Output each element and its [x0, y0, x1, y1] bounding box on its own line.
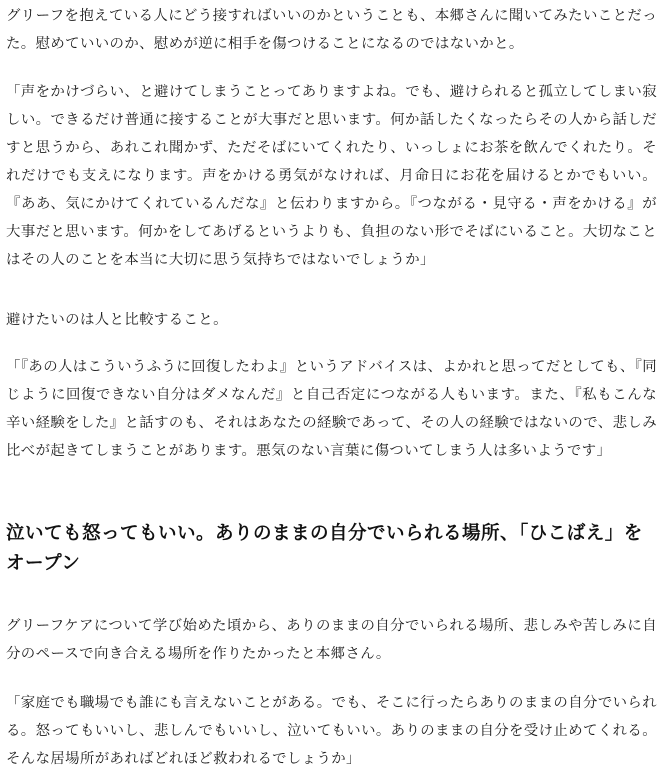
paragraph-avoid-comparison: 避けたいのは人と比較すること。: [6, 312, 228, 328]
paragraph-quote-safe-place: 「家庭でも職場でも誰にも言えないことがある。でも、そこに行ったらありのままの自分でいられる。怒ってもいいし、悲しんでもいいし、泣いてもいい。ありのままの自分を受け止めてくれる。そんな居場所があればどれほど救われるでしょうか」: [6, 695, 657, 767]
paragraph-quote-comparison: 「『あの人はこういうふうに回復したわよ』というアドバイスは、よかれと思ってだとしても、『同じように回復できない自分はダメなんだ』と自己否定につながる人もいます。また、『私もこんな辛い経験をした』と話すのも、それはあなたの経験であって、その人の経験ではないので、悲しみ比べが起きてしまうことがあります。悪気のない言葉に傷ついてしまう人は多いようです」: [6, 359, 657, 459]
paragraph-quote-how-to-approach: 「声をかけづらい、と避けてしまうことってありますよね。でも、避けられると孤立してしまい寂しい。できるだけ普通に接することが大事だと思います。何か話したくなったらその人から話しだすと思うから、あれこれ聞かず、ただそばにいてくれたり、いっしょにお茶を飲んでくれたり。それだけでも支えになります。声をかける勇気がなければ、月命日にお花を届けるとかでもいい。『ああ、気にかけてくれているんだな』と伝わりますから。『つながる・見守る・声をかける』が大事だと思います。何かをしてあげるというよりも、負担のない形でそばにいること。大切なことはその人のことを本当に大切に思う気持ちではないでしょうか」: [6, 84, 657, 268]
paragraph-grief-care-place: グリーフケアについて学び始めた頃から、ありのままの自分でいられる場所、悲しみや苦しみに自分のペースで向き合える場所を作りたかったと本郷さん。: [6, 618, 657, 662]
paragraph-consolation-question: グリーフを抱えている人にどう接すればいいのかということも、本郷さんに聞いてみたいことだった。慰めていいのか、慰めが逆に相手を傷つけることになるのではないかと。: [6, 8, 657, 52]
section-heading: 泣いても怒ってもいい。ありのままの自分でいられる場所、「ひこばえ」をオープン: [6, 523, 643, 574]
